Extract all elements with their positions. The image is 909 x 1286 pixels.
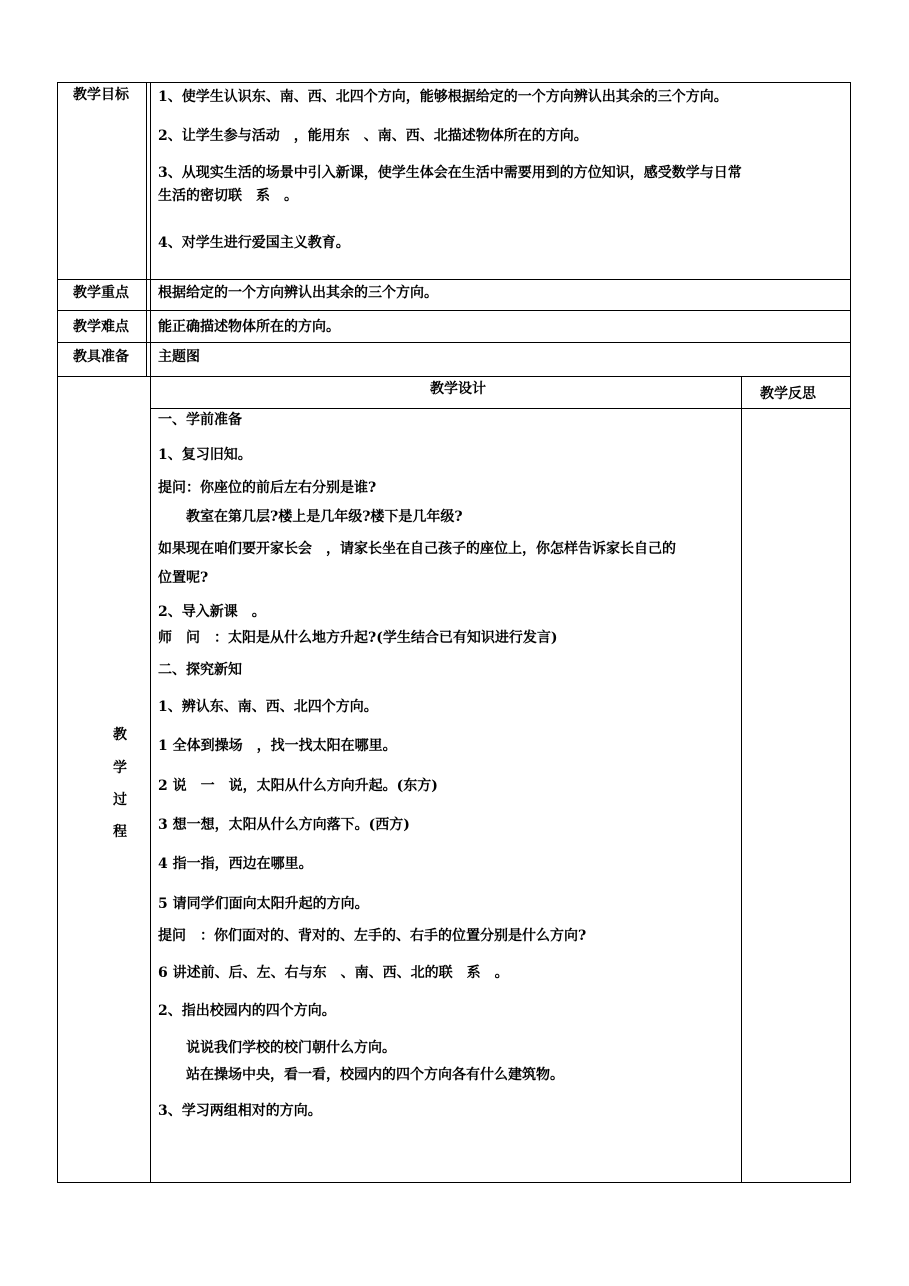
row-divider [150,408,850,409]
process-line: 提问 ：你们面对的、背对的、左手的、右手的位置分别是什么方向? [158,928,587,944]
reflection-header: 教学反思 [760,386,816,402]
goal-item: 2、让学生参与活动 ，能用东 、南、西、北描述物体所在的方向。 [158,128,588,144]
process-line: 4 指一指，西边在哪里。 [158,856,313,872]
goal-item: 3、从现实生活的场景中引入新课，使学生体会在生活中需要用到的方位知识，感受数学与日常 [158,165,742,181]
row-divider [57,310,850,311]
process-line: 说说我们学校的校门朝什么方向。 [158,1040,396,1056]
process-line: 1、辨认东、南、西、北四个方向。 [158,699,378,715]
process-line: 教室在第几层?楼上是几年级?楼下是几年级? [158,509,463,525]
process-line: 站在操场中央，看一看，校园内的四个方向各有什么建筑物。 [158,1067,564,1083]
process-line: 3 想一想，太阳从什么方向落下。(西方) [158,817,410,833]
goal-item: 1、使学生认识东、南、西、北四个方向，能够根据给定的一个方向辨认出其余的三个方向。 [158,89,728,105]
table-border-bottom [57,1182,850,1183]
reflection-column-divider [741,376,742,1183]
row-divider [57,279,850,280]
row-divider [57,376,850,377]
goal-item: 生活的密切联 系 。 [158,188,298,204]
process-line: 如果现在咱们要开家长会 ，请家长坐在自己孩子的座位上，你怎样告诉家长自己的 [158,541,676,557]
process-line: 位置呢? [158,570,209,586]
process-line: 一、学前准备 [158,412,242,428]
design-header: 教学设计 [430,381,486,397]
process-line: 2 说 一 说，太阳从什么方向升起。(东方) [158,778,438,794]
tools-value: 主题图 [158,349,200,365]
process-label-char: 教 [113,727,127,743]
key-point-value: 根据给定的一个方向辨认出其余的三个方向。 [158,285,438,301]
process-label-char: 学 [113,760,127,776]
goals-label: 教学目标 [73,87,129,103]
process-line: 1 全体到操场 ，找一找太阳在哪里。 [158,738,397,754]
table-border-left [57,82,58,1183]
goal-item: 4、对学生进行爱国主义教育。 [158,235,350,251]
row-divider [57,342,850,343]
difficulty-label: 教学难点 [73,319,129,335]
process-line: 二、探究新知 [158,662,242,678]
table-border-right [850,82,851,1183]
process-line: 师 问 ：太阳是从什么地方升起?(学生结合已有知识进行发言) [158,630,558,646]
label-column-divider [146,82,147,377]
process-line: 3、学习两组相对的方向。 [158,1103,322,1119]
key-point-label: 教学重点 [73,285,129,301]
tools-label: 教具准备 [73,349,129,365]
label-column-divider [150,82,151,1183]
process-line: 2、指出校园内的四个方向。 [158,1003,336,1019]
table-border-top [57,82,850,83]
process-line: 2、导入新课 。 [158,604,266,620]
difficulty-value: 能正确描述物体所在的方向。 [158,319,340,335]
process-line: 5 请同学们面向太阳升起的方向。 [158,896,369,912]
process-line: 6 讲述前、后、左、右与东 、南、西、北的联 系 。 [158,965,509,981]
process-line: 提问：你座位的前后左右分别是谁? [158,480,377,496]
process-line: 1、复习旧知。 [158,447,252,463]
process-label-char: 过 [113,792,127,808]
process-label-char: 程 [113,824,127,840]
